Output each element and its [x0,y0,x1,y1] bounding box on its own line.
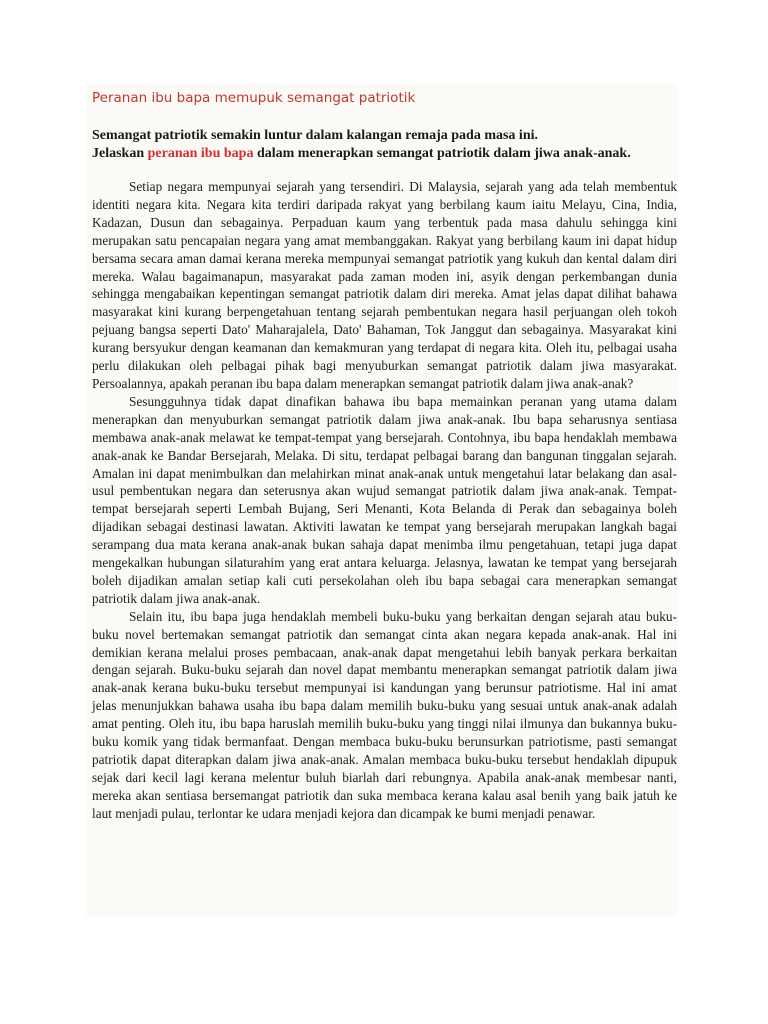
paragraph-point-1: Sesungguhnya tidak dapat dinafikan bahawa ibu bapa memainkan peranan yang utama dalam menerapkan dan menyuburkan semangat patriotik dalam jiwa anak-anak. Ibu bapa seharusnya sentiasa membawa anak-anak melawat ke tempat-tempat yang bersejarah. Contohnya, ibu bapa hendaklah membawa anak-anak ke Bandar Bersejarah, Melaka. Di situ, terdapat pelbagai barang dan bangunan tinggalan sejarah. Amalan ini dapat menimbulkan dan melahirkan minat anak-anak untuk mengetahui latar belakang dan asal-usul pembentukan negara dan seterusnya akan wujud semangat patriotik dalam jiwa anak-anak. Tempat-tempat bersejarah seperti Lembah Bujang, Seri Menanti, Kota Belanda di Perak dan sebagainya boleh dijadikan sebagai destinasi lawatan. Aktiviti lawatan ke tempat yang bersejarah merupakan langkah bagai serampang dua mata kerana anak-anak bukan sahaja dapat menimba ilmu pengetahuan, tetapi juga dapat mengekalkan hubungan silaturahim yang erat antara keluarga. Jelasnya, lawatan ke tempat yang bersejarah boleh dijadikan amalan setiap kali cuti persekolahan oleh ibu bapa sebagai cara menerapkan semangat patriotik dalam jiwa anak-anak. [92,393,677,606]
question-line-2-end: dalam menerapkan semangat patriotik dalam jiwa anak-anak. [253,146,631,161]
question-line-1: Semangat patriotik semakin luntur dalam kalangan remaja pada masa ini. [92,128,538,143]
question-highlight: peranan ibu bapa [147,146,254,161]
paragraph-introduction: Setiap negara mempunyai sejarah yang tersendiri. Di Malaysia, sejarah yang ada telah membentuk identiti negara kita. Negara kita terdiri daripada rakyat yang berbilang kaum iaitu Melayu, Cina, India, Kadazan, Dusun dan sebagainya. Perpaduan kaum yang terbentuk pada masa dahulu sehingga kini merupakan satu pencapaian negara yang amat membanggakan. Rakyat yang berbilang kaum ini dapat hidup bersama secara aman damai kerana mereka mempunyai semangat patriotik yang kukuh dan kental dalam diri mereka. Walau bagaimanapun, masyarakat pada zaman moden ini, asyik dengan perkembangan dunia sehingga mengabaikan kepentingan semangat patriotik dalam diri mereka. Amat jelas dapat dilihat bahawa masyarakat kini kurang berpengetahuan tentang sejarah pembentukan negara hasil perjuangan oleh tokoh pejuang bangsa seperti Dato' Maharajalela, Dato' Bahaman, Tok Janggut dan sebagainya. Masyarakat kini kurang bersyukur dengan keamanan dan kemakmuran yang terdapat di negara kita. Oleh itu, pelbagai usaha perlu dilakukan oleh pelbagai pihak bagi menyuburkan semangat patriotik dalam jiwa masyarakat. Persoalannya, apakah peranan ibu bapa dalam menerapkan semangat patriotik dalam jiwa anak-anak? [92,179,677,391]
question-line-2 [92,145,682,163]
page-title: Peranan ibu bapa memupuk semangat patriotik [92,90,416,106]
essay-body [92,178,677,823]
essay-question [92,127,682,163]
question-line-2-start: Jelaskan [92,146,148,161]
paragraph-point-2: Selain itu, ibu bapa juga hendaklah membeli buku-buku yang berkaitan dengan sejarah atau buku-buku novel bertemakan semangat patriotik dan semangat cinta akan negara kepada anak-anak. Hal ini demikian kerana melalui proses pembacaan, anak-anak dapat mengetahui lebih banyak perkara berkaitan dengan sejarah. Buku-buku sejarah dan novel dapat membantu menerapkan semangat patriotik dalam jiwa anak-anak kerana buku-buku tersebut mempunyai isi kandungan yang berunsur patriotisme. Hal ini amat jelas menunjukkan bahawa usaha ibu bapa dalam memilih buku-buku yang sesuai untuk anak-anak adalah amat penting. Oleh itu, ibu bapa haruslah memilih buku-buku yang tinggi nilai ilmunya dan bukannya buku-buku komik yang tidak bermanfaat. Dengan membaca buku-buku berunsurkan patriotisme, pasti semangat patriotik dapat diterapkan dalam jiwa anak-anak. Amalan membaca buku-buku tersebut hendaklah dipupuk sejak dari kecil lagi kerana melentur buluh biarlah dari rebungnya. Apabila anak-anak membesar nanti, mereka akan sentiasa bersemangat patriotik dan suka membaca kerana kalau asal benih yang baik jatuh ke laut menjadi pulau, terlontar ke udara menjadi kejora dan dicampak ke bumi menjadi penawar. [92,608,677,821]
